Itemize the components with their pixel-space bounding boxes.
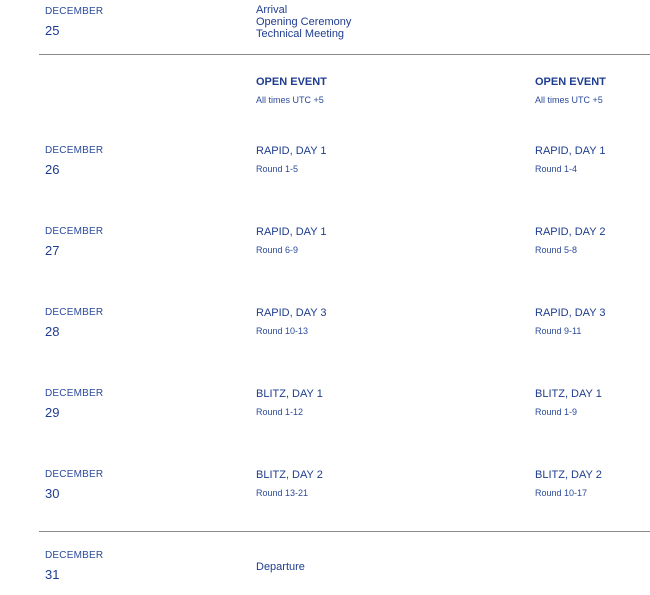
left-event-rounds: Round 13-21	[256, 488, 309, 498]
top-month: DECEMBER	[45, 6, 104, 17]
left-event-rounds: Round 1-5	[256, 164, 299, 174]
left-event-title: BLITZ, DAY 2	[256, 469, 323, 481]
right-event-rounds: Round 1-4	[535, 164, 578, 174]
right-event-title: BLITZ, DAY 2	[535, 469, 602, 481]
left-event-rounds: Round 6-9	[256, 245, 299, 255]
right-event-rounds: Round 10-17	[535, 488, 588, 498]
top-day: 25	[45, 23, 60, 38]
bottom-day: 31	[45, 567, 60, 582]
right-event-rounds: Round 9-11	[535, 326, 582, 336]
row-day: 26	[45, 162, 60, 177]
row-day: 27	[45, 243, 60, 258]
right-event-rounds: Round 5-8	[535, 245, 578, 255]
right-event-rounds: Round 1-9	[535, 407, 578, 417]
left-event-title: RAPID, DAY 3	[256, 307, 327, 319]
right-event-title: RAPID, DAY 2	[535, 226, 606, 238]
left-event-title: RAPID, DAY 1	[256, 145, 327, 157]
row-month: DECEMBER	[45, 469, 104, 480]
right-event-title: RAPID, DAY 1	[535, 145, 606, 157]
left-event-rounds: Round 10-13	[256, 326, 309, 336]
right-event-title: BLITZ, DAY 1	[535, 388, 602, 400]
divider-bottom	[39, 531, 650, 532]
row-month: DECEMBER	[45, 388, 104, 399]
timezone-right: All times UTC +5	[535, 95, 603, 105]
row-day: 29	[45, 405, 60, 420]
row-day: 30	[45, 486, 60, 501]
departure-text: Departure	[256, 561, 305, 573]
divider-top	[39, 54, 650, 55]
timezone-left: All times UTC +5	[256, 95, 324, 105]
left-event-title: RAPID, DAY 1	[256, 226, 327, 238]
right-event-title: RAPID, DAY 3	[535, 307, 606, 319]
top-item-arrival: Arrival	[256, 4, 288, 16]
left-event-rounds: Round 1-12	[256, 407, 304, 417]
row-day: 28	[45, 324, 60, 339]
bottom-month: DECEMBER	[45, 550, 104, 561]
row-month: DECEMBER	[45, 307, 104, 318]
row-month: DECEMBER	[45, 226, 104, 237]
open-event-title-left: OPEN EVENT	[256, 76, 327, 88]
top-item-opening-ceremony: Opening Ceremony	[256, 16, 352, 28]
top-item-technical-meeting: Technical Meeting	[256, 28, 345, 40]
open-event-title-right: OPEN EVENT	[535, 76, 606, 88]
left-event-title: BLITZ, DAY 1	[256, 388, 323, 400]
row-month: DECEMBER	[45, 145, 104, 156]
